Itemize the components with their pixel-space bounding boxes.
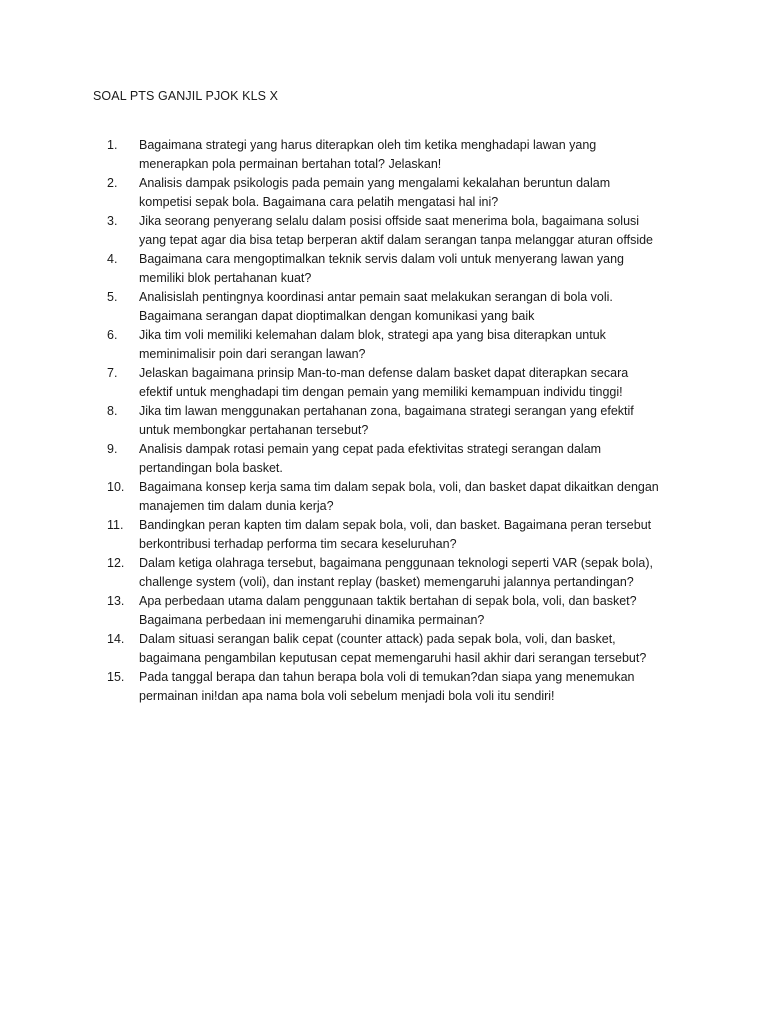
question-item (107, 288, 697, 326)
question-line: yang tepat agar dia bisa tetap berperan aktif dalam serangan tanpa melanggar aturan offside (139, 233, 654, 247)
question-line: Dalam situasi serangan balik cepat (counter attack) pada sepak bola, voli, dan basket, (139, 632, 616, 646)
question-item (107, 326, 697, 364)
question-item (107, 440, 697, 478)
question-line: meminimalisir poin dari serangan lawan? (139, 347, 366, 361)
question-line: Apa perbedaan utama dalam penggunaan taktik bertahan di sepak bola, voli, dan basket? (139, 594, 637, 608)
question-line: Jika tim lawan menggunakan pertahanan zona, bagaimana strategi serangan yang efektif (139, 404, 634, 418)
question-line: menerapkan pola permainan bertahan total? Jelaskan! (139, 157, 442, 171)
question-line: Dalam ketiga olahraga tersebut, bagaimana penggunaan teknologi seperti VAR (sepak bola), (139, 556, 653, 570)
question-item (107, 630, 697, 668)
question-text (139, 174, 697, 212)
question-line: Bagaimana konsep kerja sama tim dalam sepak bola, voli, dan basket dapat dikaitkan dengan (139, 480, 659, 494)
question-item (107, 478, 697, 516)
question-number: 5. (107, 290, 118, 304)
question-number: 8. (107, 404, 118, 418)
question-text (139, 250, 697, 288)
question-number: 10. (107, 480, 125, 494)
question-item (107, 212, 697, 250)
question-text (139, 288, 697, 326)
question-text (139, 136, 697, 174)
question-item (107, 364, 697, 402)
question-item (107, 402, 697, 440)
question-line: bagaimana pengambilan keputusan cepat memengaruhi hasil akhir dari serangan tersebut? (139, 651, 647, 665)
question-number: 12. (107, 556, 125, 570)
question-line: Bagaimana cara mengoptimalkan teknik servis dalam voli untuk menyerang lawan yang (139, 252, 624, 266)
question-text (139, 326, 697, 364)
question-text (139, 440, 697, 478)
question-number: 2. (107, 176, 118, 190)
question-number: 4. (107, 252, 118, 266)
question-line: manajemen tim dalam dunia kerja? (139, 499, 334, 513)
question-item (107, 592, 697, 630)
question-line: Bagaimana serangan dapat dioptimalkan dengan komunikasi yang baik (139, 309, 535, 323)
question-number: 1. (107, 138, 118, 152)
question-number: 14. (107, 632, 125, 646)
question-line: Pada tanggal berapa dan tahun berapa bola voli di temukan?dan siapa yang menemukan (139, 670, 635, 684)
question-number: 11. (107, 518, 124, 532)
question-number: 7. (107, 366, 118, 380)
document-title: SOAL PTS GANJIL PJOK KLS X (93, 89, 279, 103)
question-item (107, 250, 697, 288)
question-line: kompetisi sepak bola. Bagaimana cara pelatih mengatasi hal ini? (139, 195, 499, 209)
question-line: untuk membongkar pertahanan tersebut? (139, 423, 369, 437)
question-line: Analisislah pentingnya koordinasi antar pemain saat melakukan serangan di bola voli. (139, 290, 613, 304)
question-text (139, 554, 697, 592)
question-number: 13. (107, 594, 125, 608)
question-item (107, 554, 697, 592)
question-line: Bagaimana strategi yang harus diterapkan oleh tim ketika menghadapi lawan yang (139, 138, 597, 152)
question-text (139, 402, 697, 440)
question-text (139, 516, 697, 554)
question-item (107, 174, 697, 212)
question-item (107, 136, 697, 174)
question-item (107, 668, 697, 706)
question-line: berkontribusi terhadap performa tim secara keseluruhan? (139, 537, 457, 551)
question-number: 6. (107, 328, 118, 342)
question-number: 3. (107, 214, 118, 228)
question-text (139, 592, 697, 630)
question-text (139, 364, 697, 402)
question-number: 15. (107, 670, 125, 684)
question-list (107, 136, 697, 706)
question-text (139, 630, 697, 668)
question-line: memiliki blok pertahanan kuat? (139, 271, 312, 285)
question-line: permainan ini!dan apa nama bola voli sebelum menjadi bola voli itu sendiri! (139, 689, 555, 703)
question-line: challenge system (voli), dan instant replay (basket) memengaruhi jalannya pertandingan? (139, 575, 634, 589)
question-line: pertandingan bola basket. (139, 461, 283, 475)
question-line: Jika tim voli memiliki kelemahan dalam blok, strategi apa yang bisa diterapkan untuk (139, 328, 606, 342)
question-line: Analisis dampak psikologis pada pemain yang mengalami kekalahan beruntun dalam (139, 176, 611, 190)
question-text (139, 212, 697, 250)
question-line: Jika seorang penyerang selalu dalam posisi offside saat menerima bola, bagaimana solusi (139, 214, 640, 228)
question-line: Bagaimana perbedaan ini memengaruhi dinamika permainan? (139, 613, 485, 627)
question-text (139, 478, 697, 516)
question-line: efektif untuk menghadapi tim dengan pemain yang memiliki kemampuan individu tinggi! (139, 385, 623, 399)
question-text (139, 668, 697, 706)
question-line: Jelaskan bagaimana prinsip Man-to-man defense dalam basket dapat diterapkan secara (139, 366, 629, 380)
question-line: Analisis dampak rotasi pemain yang cepat pada efektivitas strategi serangan dalam (139, 442, 602, 456)
question-number: 9. (107, 442, 118, 456)
question-item (107, 516, 697, 554)
question-line: Bandingkan peran kapten tim dalam sepak bola, voli, dan basket. Bagaimana peran tersebut (139, 518, 652, 532)
